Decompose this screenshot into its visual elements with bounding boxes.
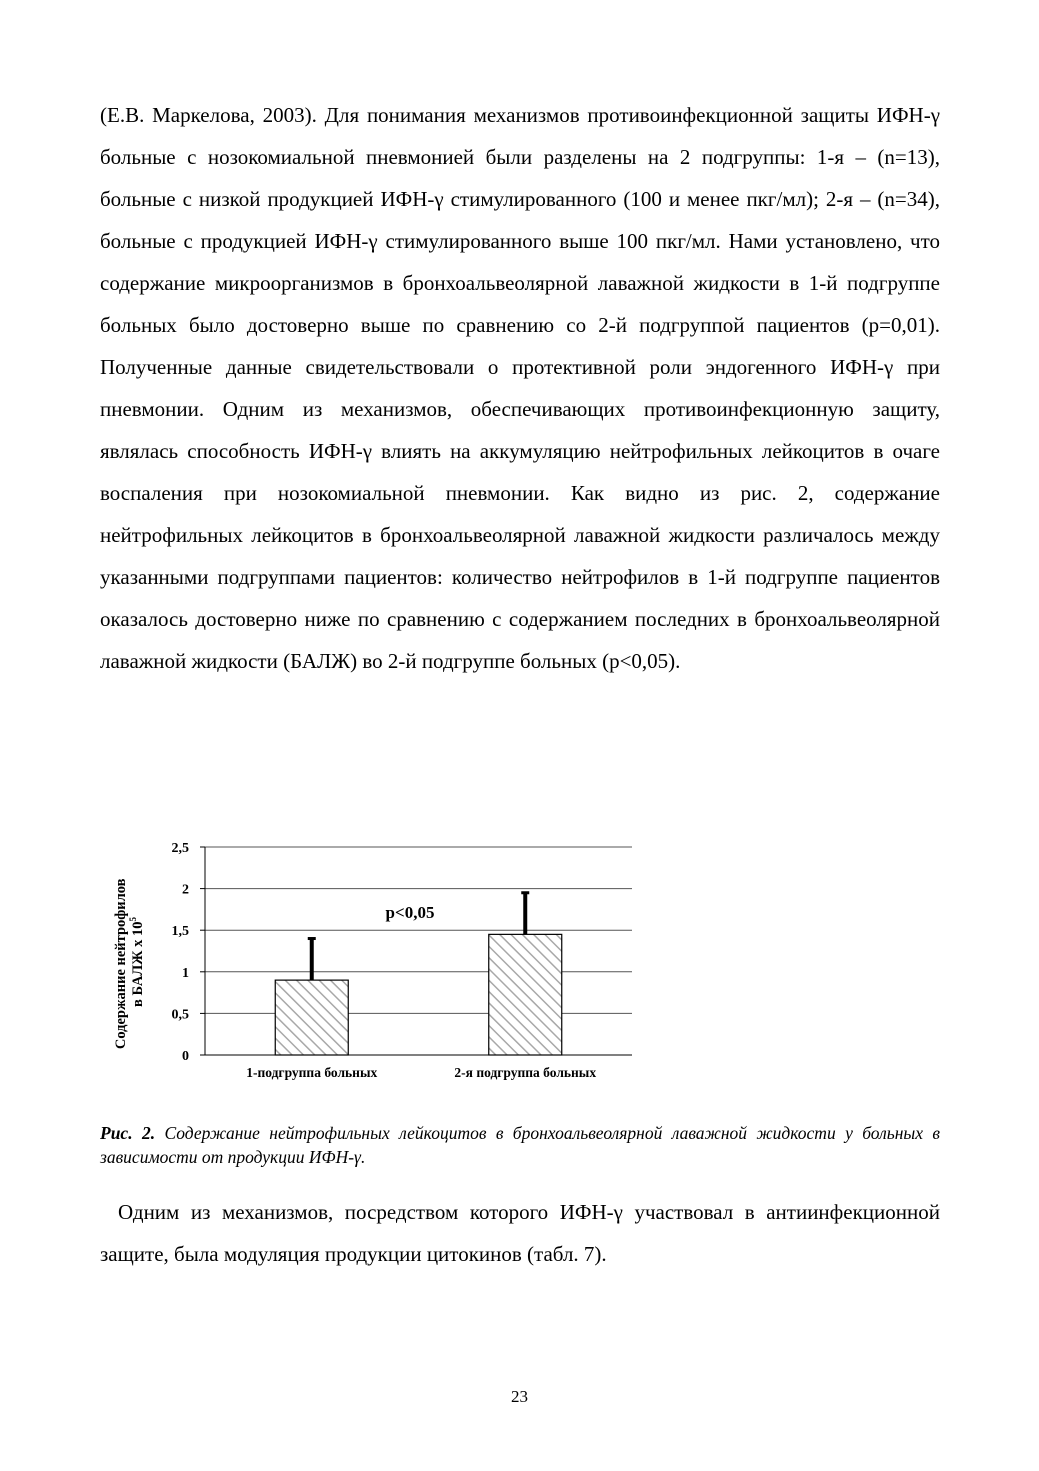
- y-tick-label: 1,5: [171, 924, 189, 940]
- y-tick-label: 2: [182, 882, 189, 898]
- y-tick-label: 2,5: [171, 841, 189, 856]
- bar-1: [275, 980, 348, 1055]
- y-axis-label: [113, 875, 146, 1049]
- bar-2: [489, 934, 562, 1055]
- page-number: 23: [511, 1387, 528, 1406]
- y-axis-label-sup: 5: [128, 917, 138, 922]
- caption-text: Содержание нейтрофильных лейкоцитов в бронхоальвеолярной лаважной жидкости у больных в зависимости от продукции ИФН-γ.: [100, 1123, 940, 1167]
- caption-label: Рис. 2.: [100, 1123, 156, 1143]
- figure-caption: [100, 1121, 940, 1169]
- body-paragraph-1: (Е.В. Маркелова, 2003). Для понимания механизмов противоинфекционной защиты ИФН-γ больные с нозокомиальной пневмонией были разделены на 2 подгруппы: 1-я – (n=13), больные с низкой продукцией ИФН-γ стимулированного (100 и менее пкг/мл); 2-я – (n=34), больные с продукцией ИФН-γ стимулированного выше 100 пкг/мл. Нами установлено, что содержание микроорганизмов в бронхоальвеолярной лаважной жидкости в 1-й подгруппе больных было достоверно выше по сравнению со 2-й подгруппой пациентов (p=0,01). Полученные данные свидетельствовали о протективной роли эндогенного ИФН-γ при пневмонии. Одним из механизмов, обеспечивающих противоинфекционную защиту, являлась способность ИФН-γ влиять на аккумуляцию нейтрофильных лейкоцитов в очаге воспаления при нозокомиальной пневмонии. Как видно из рис. 2, содержание нейтрофильных лейкоцитов в бронхоальвеолярной лаважной жидкости различалось между указанными подгруппами пациентов: количество нейтрофилов в 1-й подгруппе пациентов оказалось достоверно ниже по сравнению с содержанием последних в бронхоальвеолярной лаважной жидкости (БАЛЖ) во 2-й подгруппе больных (p<0,05).: [100, 103, 940, 673]
- body-paragraph-2: Одним из механизмов, посредством которого ИФН-γ участвовал в антиинфекционной защите, была модуляция продукции цитокинов (табл. 7).: [100, 1200, 940, 1266]
- y-tick-label: 0: [182, 1049, 189, 1064]
- y-tick-label: 0,5: [171, 1007, 189, 1023]
- neutrophil-bar-chart: [100, 830, 660, 1095]
- y-axis-label-line2: в БАЛЖ х 10: [130, 921, 146, 1007]
- x-category-label: 2-я подгруппа больных: [454, 1065, 597, 1080]
- y-tick-label: 1: [182, 965, 189, 981]
- x-category-label: 1-подгруппа больных: [246, 1065, 378, 1080]
- y-axis-label-line1: Содержание нейтрофилов: [113, 878, 129, 1050]
- chart-annotation: p<0,05: [385, 903, 435, 922]
